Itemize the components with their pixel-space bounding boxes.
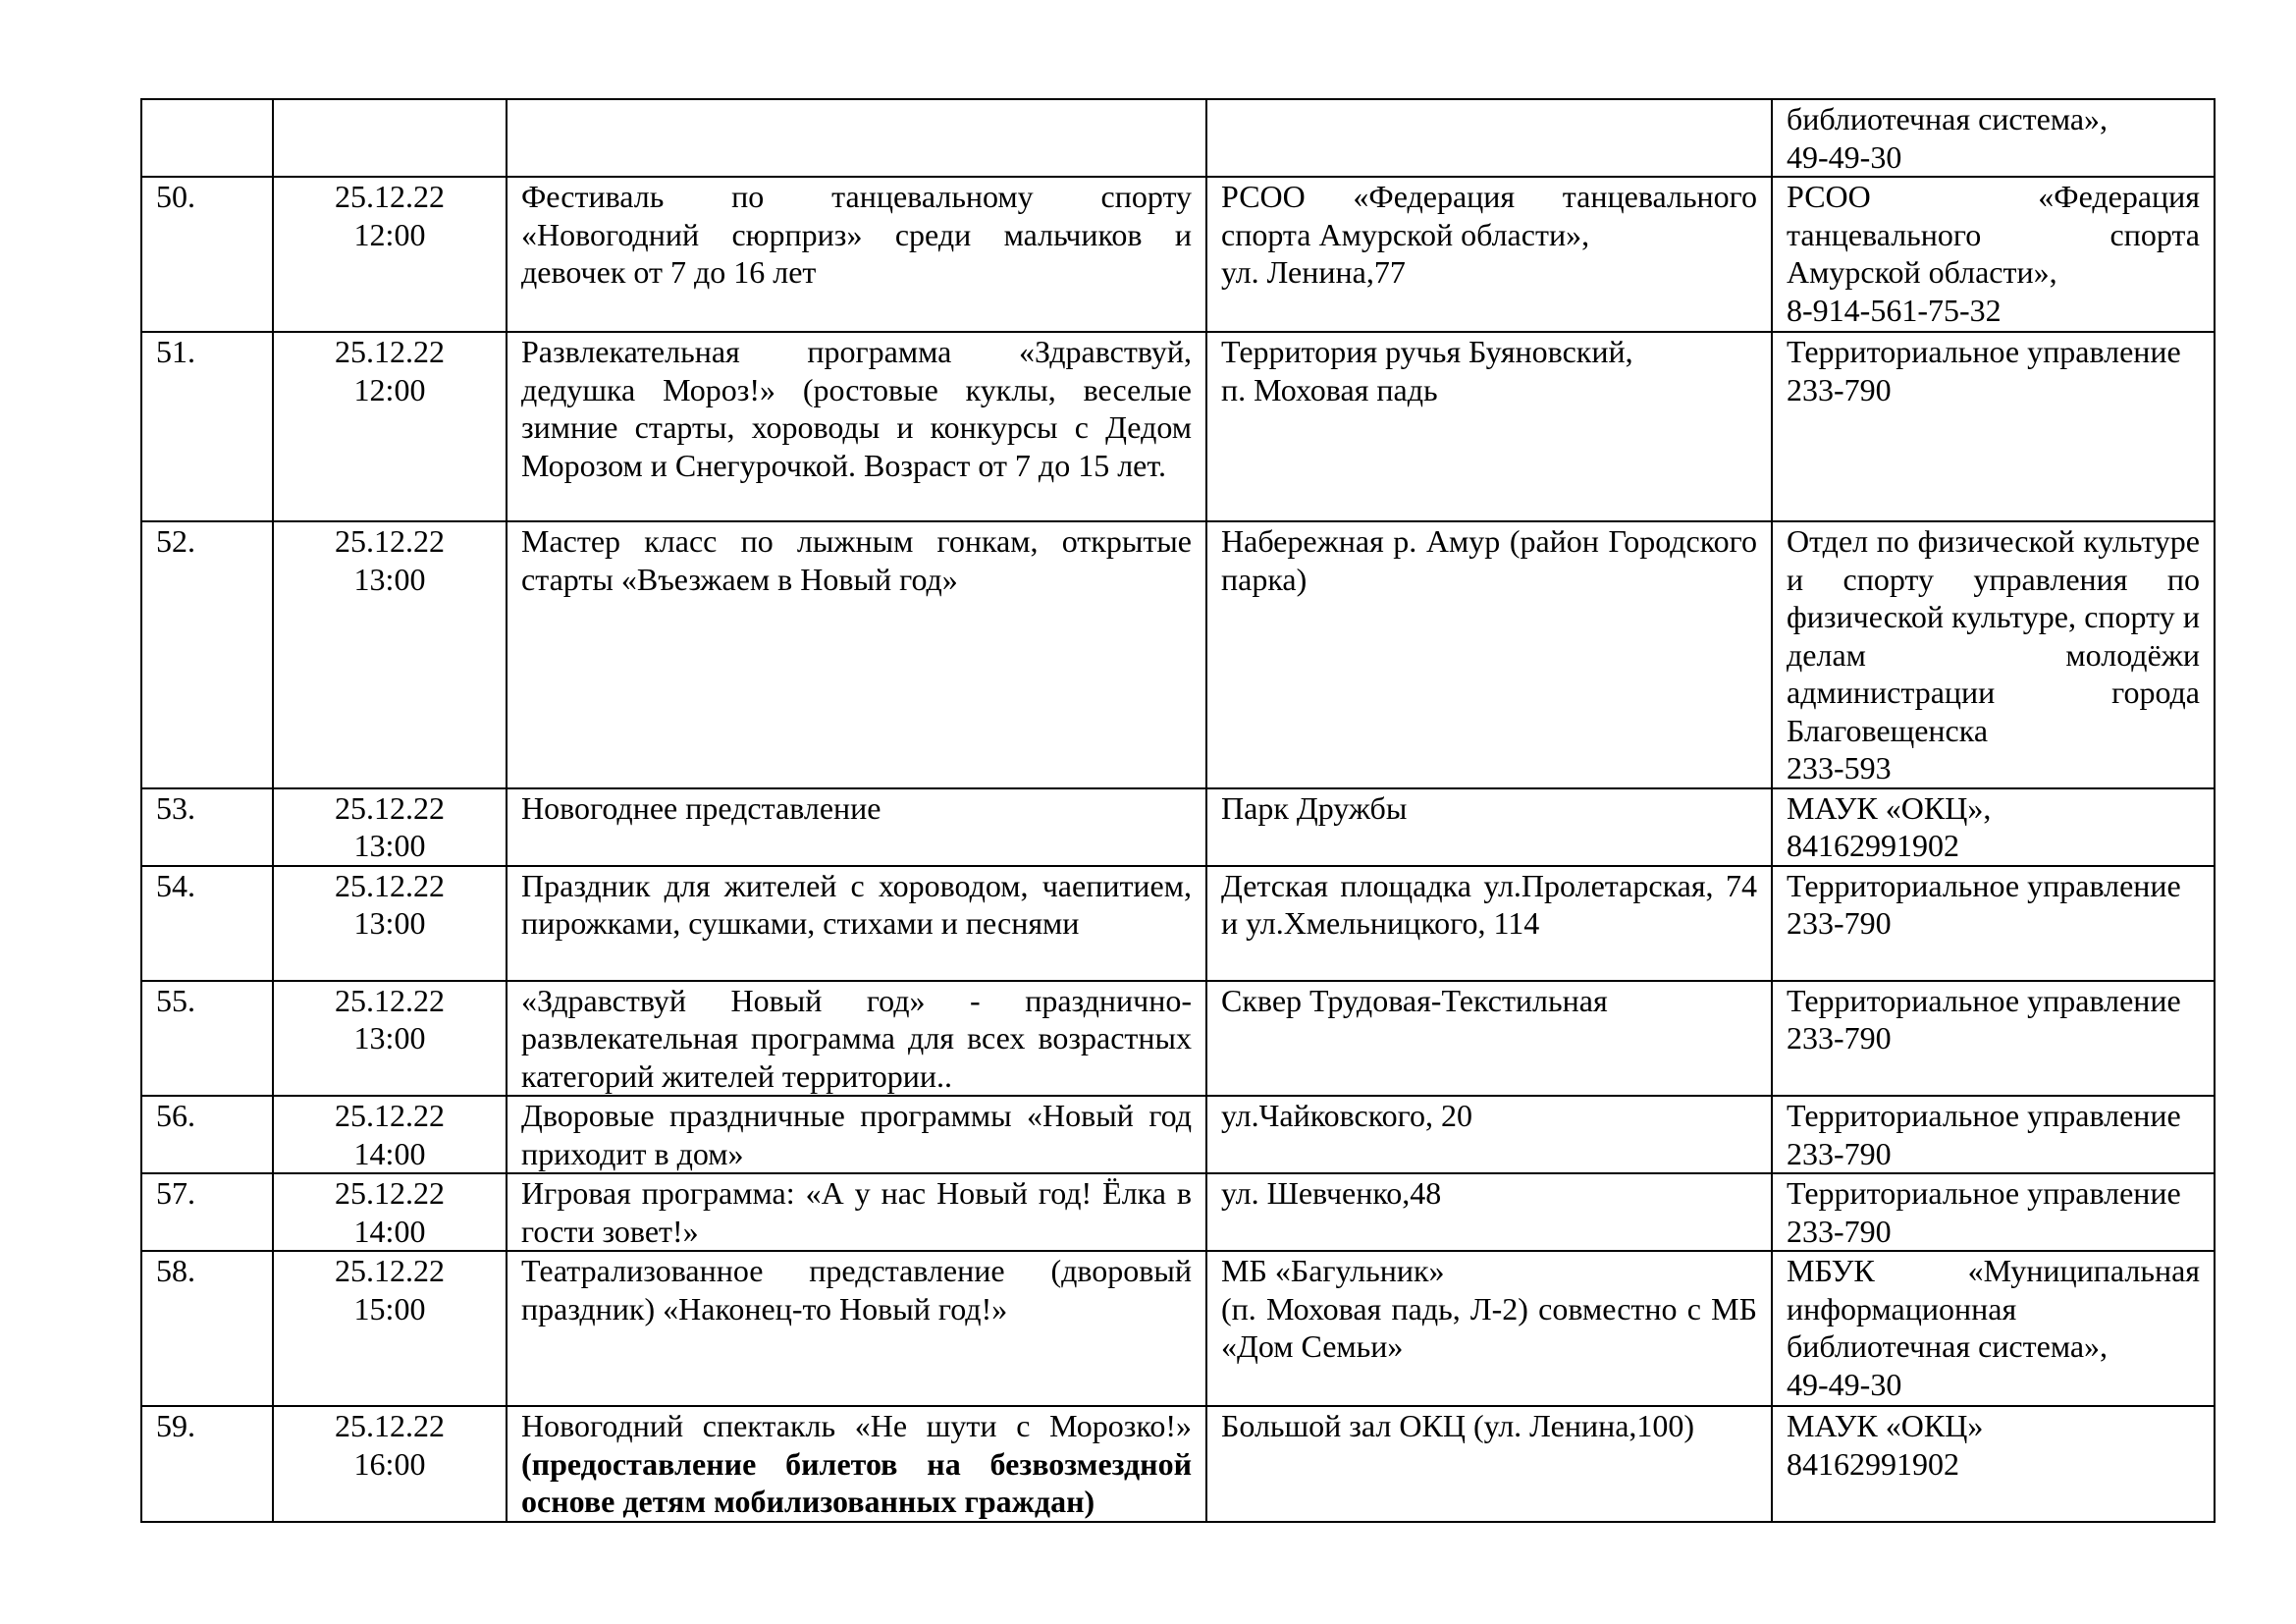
- event-cell: [507, 99, 1206, 177]
- row-number-cell: [141, 177, 273, 332]
- event-date: 25.12.22: [335, 1408, 445, 1443]
- event-time: 13:00: [353, 561, 426, 597]
- venue-cell: [1206, 1173, 1772, 1251]
- event-cell: [507, 981, 1206, 1097]
- organizer-cell: [1772, 788, 2215, 866]
- event-note: (предоставление билетов на безвозмездной основе детям мобилизованных граждан): [521, 1445, 1192, 1519]
- venue-line: Детская площадка ул.Пролетарская, 74 и ул.Хмельницкого, 114: [1221, 867, 1757, 941]
- organizer-line: 49-49-30: [1787, 1366, 1902, 1402]
- organizer-line: 233-790: [1787, 1135, 1892, 1171]
- event-time: 13:00: [353, 1020, 426, 1056]
- venue-line: Территория ручья Буяновский,: [1221, 334, 1633, 369]
- organizer-cell: [1772, 981, 2215, 1097]
- organizer-cell: [1772, 1406, 2215, 1522]
- date-time-cell: [273, 521, 507, 788]
- event-date: 25.12.22: [335, 1253, 445, 1288]
- venue-cell: [1206, 1251, 1772, 1406]
- row-number-cell: [141, 1096, 273, 1173]
- date-time-cell: [273, 1096, 507, 1173]
- date-time-cell: [273, 866, 507, 981]
- organizer-cell: [1772, 866, 2215, 981]
- event-title: Театрализованное представление (дворовый праздник) «Наконец-то Новый год!»: [521, 1253, 1192, 1326]
- organizer-line: 233-790: [1787, 1213, 1892, 1249]
- venue-line: Большой зал ОКЦ (ул. Ленина,100): [1221, 1408, 1695, 1443]
- table-row: [141, 1096, 2215, 1173]
- venue-line: ул. Шевченко,48: [1221, 1175, 1442, 1211]
- row-number-cell: [141, 1173, 273, 1251]
- row-number: 55.: [156, 982, 195, 1018]
- row-number: 53.: [156, 789, 195, 826]
- event-title: Развлекательная программа «Здравствуй, дедушка Мороз!» (ростовые куклы, веселые зимние старты, хороводы и конкурсы с Дедом Морозом и Снегурочкой. Возраст от 7 до 15 лет.: [521, 334, 1192, 483]
- venue-line: Парк Дружбы: [1221, 789, 1408, 826]
- events-table: [140, 98, 2216, 1523]
- organizer-line: 49-49-30: [1787, 138, 1902, 175]
- organizer-cell: [1772, 1251, 2215, 1406]
- event-title: «Здравствуй Новый год» - празднично-развлекательная программа для всех возрастных категорий жителей территории..: [521, 982, 1192, 1094]
- organizer-cell: [1772, 332, 2215, 521]
- event-date: 25.12.22: [335, 334, 445, 369]
- organizer-line: Территориальное управление: [1787, 334, 2181, 369]
- event-date: 25.12.22: [335, 179, 445, 214]
- event-time: 13:00: [353, 828, 426, 863]
- organizer-line: Территориальное управление: [1787, 1098, 2181, 1133]
- event-time: 12:00: [353, 216, 426, 252]
- organizer-line: 233-790: [1787, 1020, 1892, 1056]
- organizer-line: 84162991902: [1787, 828, 1959, 863]
- row-number: 59.: [156, 1408, 195, 1443]
- venue-cell: [1206, 1096, 1772, 1173]
- date-time-cell: [273, 1406, 507, 1522]
- venue-line: ул. Ленина,77: [1221, 254, 1406, 290]
- event-time: 14:00: [353, 1135, 426, 1171]
- organizer-line: библиотечная система»,: [1787, 101, 2109, 136]
- event-cell: [507, 866, 1206, 981]
- event-date: 25.12.22: [335, 1175, 445, 1211]
- venue-cell: [1206, 788, 1772, 866]
- venue-cell: [1206, 866, 1772, 981]
- organizer-line: МАУК «ОКЦ»: [1787, 1408, 1984, 1443]
- venue-line: п. Моховая падь: [1221, 371, 1438, 407]
- table-row: [141, 99, 2215, 177]
- row-number-cell: [141, 981, 273, 1097]
- event-cell: [507, 177, 1206, 332]
- row-number: 51.: [156, 334, 195, 369]
- row-number: 52.: [156, 523, 195, 559]
- row-number: 56.: [156, 1098, 195, 1133]
- date-time-cell: [273, 1251, 507, 1406]
- row-number: 50.: [156, 179, 195, 214]
- organizer-cell: [1772, 521, 2215, 788]
- venue-line: РСОО «Федерация танцевального спорта Амурской области»,: [1221, 179, 1757, 252]
- organizer-line: Территориальное управление: [1787, 867, 2181, 903]
- organizer-line: Отдел по физической культуре и спорту управления по физической культуре, спорту и делам молодёжи администрации города Благовещенска: [1787, 523, 2200, 748]
- row-number-cell: [141, 1406, 273, 1522]
- table-row: [141, 866, 2215, 981]
- event-title: Праздник для жителей с хороводом, чаепитием, пирожками, сушками, стихами и песнями: [521, 867, 1192, 941]
- row-number-cell: [141, 866, 273, 981]
- venue-line: Сквер Трудовая-Текстильная: [1221, 982, 1608, 1018]
- row-number-cell: [141, 332, 273, 521]
- venue-cell: [1206, 1406, 1772, 1522]
- event-title: Новогодний спектакль «Не шути с Морозко!»: [521, 1408, 1192, 1443]
- organizer-line: 233-593: [1787, 750, 1892, 785]
- table-row: [141, 981, 2215, 1097]
- date-time-cell: [273, 981, 507, 1097]
- event-title: Фестиваль по танцевальному спорту «Новогодний сюрприз» среди мальчиков и девочек от 7 до 16 лет: [521, 179, 1192, 290]
- row-number: 57.: [156, 1175, 195, 1211]
- organizer-line: 8-914-561-75-32: [1787, 292, 2002, 328]
- row-number: 58.: [156, 1253, 195, 1288]
- venue-line: МБ «Багульник»: [1221, 1253, 1445, 1288]
- event-cell: [507, 1406, 1206, 1522]
- venue-line: Набережная р. Амур (район Городского парка): [1221, 523, 1757, 597]
- organizer-line: Территориальное управление: [1787, 1175, 2181, 1211]
- event-cell: [507, 1251, 1206, 1406]
- organizer-line: МАУК «ОКЦ»,: [1787, 789, 1992, 826]
- venue-cell: [1206, 981, 1772, 1097]
- event-cell: [507, 788, 1206, 866]
- date-time-cell: [273, 177, 507, 332]
- table-row: [141, 332, 2215, 521]
- organizer-line: 233-790: [1787, 905, 1892, 941]
- event-title: Мастер класс по лыжным гонкам, открытые старты «Въезжаем в Новый год»: [521, 523, 1192, 597]
- event-time: 15:00: [353, 1290, 426, 1326]
- event-title: Новогоднее представление: [521, 789, 881, 826]
- table-row: [141, 1173, 2215, 1251]
- events-table-body: [141, 99, 2215, 1522]
- event-time: 16:00: [353, 1445, 426, 1482]
- date-time-cell: [273, 1173, 507, 1251]
- row-number: 54.: [156, 867, 195, 903]
- venue-cell: [1206, 332, 1772, 521]
- event-date: 25.12.22: [335, 867, 445, 903]
- row-number-cell: [141, 521, 273, 788]
- event-title: Дворовые праздничные программы «Новый год приходит в дом»: [521, 1098, 1192, 1171]
- organizer-line: 84162991902: [1787, 1445, 1959, 1482]
- venue-cell: [1206, 521, 1772, 788]
- table-row: [141, 1251, 2215, 1406]
- event-cell: [507, 332, 1206, 521]
- row-number-cell: [141, 788, 273, 866]
- venue-cell: [1206, 177, 1772, 332]
- table-row: [141, 521, 2215, 788]
- event-date: 25.12.22: [335, 789, 445, 826]
- event-time: 14:00: [353, 1213, 426, 1249]
- table-row: [141, 177, 2215, 332]
- venue-line: (п. Моховая падь, Л-2) совместно с МБ «Дом Семьи»: [1221, 1290, 1757, 1364]
- date-time-cell: [273, 788, 507, 866]
- organizer-line: 233-790: [1787, 371, 1892, 407]
- organizer-line: РСОО «Федерация танцевального спорта Амурской области»,: [1787, 179, 2200, 290]
- organizer-line: Территориальное управление: [1787, 982, 2181, 1018]
- venue-line: ул.Чайковского, 20: [1221, 1098, 1472, 1133]
- event-title: Игровая программа: «А у нас Новый год! Ёлка в гости зовет!»: [521, 1175, 1192, 1249]
- row-number-cell: [141, 99, 273, 177]
- event-date: 25.12.22: [335, 982, 445, 1018]
- table-row: [141, 1406, 2215, 1522]
- event-date: 25.12.22: [335, 523, 445, 559]
- venue-cell: [1206, 99, 1772, 177]
- table-row: [141, 788, 2215, 866]
- event-cell: [507, 1096, 1206, 1173]
- event-time: 13:00: [353, 905, 426, 941]
- organizer-cell: [1772, 1173, 2215, 1251]
- organizer-cell: [1772, 177, 2215, 332]
- event-cell: [507, 1173, 1206, 1251]
- row-number-cell: [141, 1251, 273, 1406]
- organizer-cell: [1772, 1096, 2215, 1173]
- organizer-cell: [1772, 99, 2215, 177]
- organizer-line: МБУК «Муниципальная информационная библиотечная система»,: [1787, 1253, 2200, 1364]
- date-time-cell: [273, 99, 507, 177]
- event-cell: [507, 521, 1206, 788]
- event-date: 25.12.22: [335, 1098, 445, 1133]
- date-time-cell: [273, 332, 507, 521]
- event-time: 12:00: [353, 371, 426, 407]
